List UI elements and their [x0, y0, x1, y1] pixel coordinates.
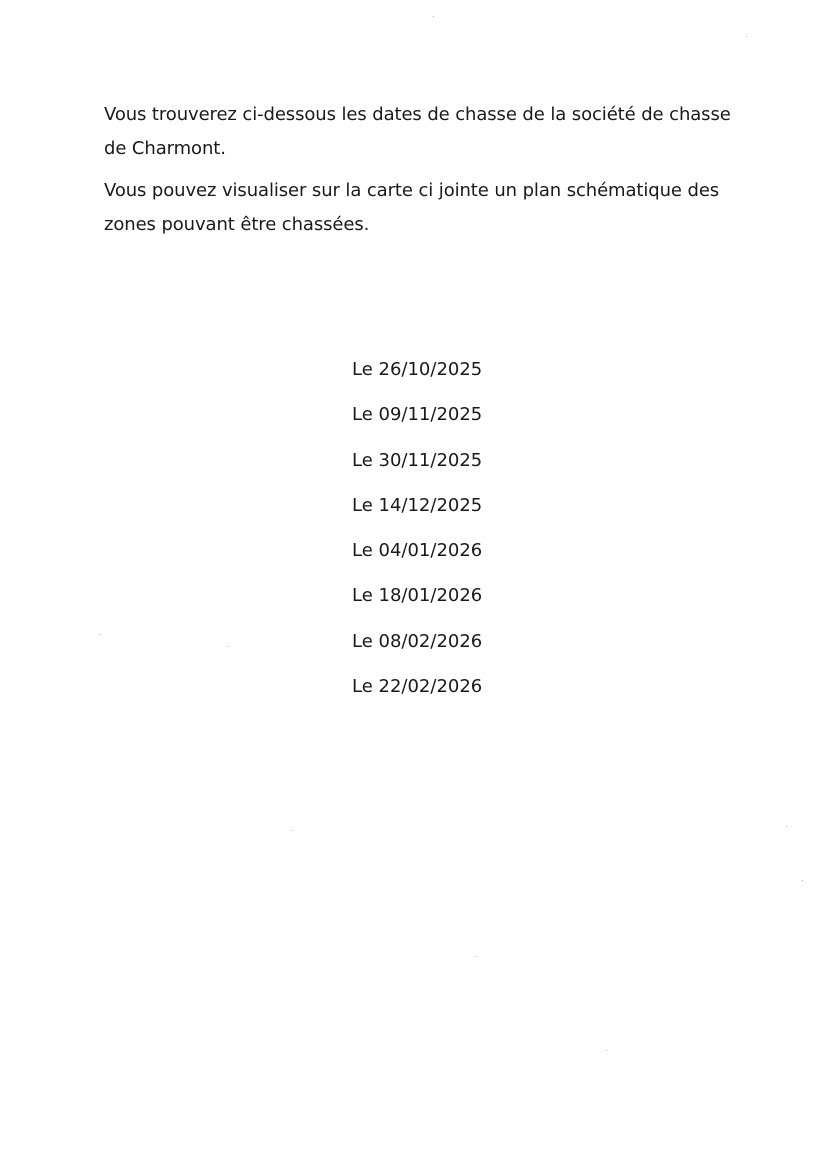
hunting-dates-list	[352, 359, 552, 721]
hunting-date: Le 18/01/2026	[352, 585, 483, 607]
scan-speck	[746, 36, 747, 37]
scan-speck	[292, 830, 293, 831]
hunting-date: Le 04/01/2026	[352, 540, 483, 562]
hunting-date: Le 09/11/2025	[352, 404, 483, 426]
scan-speck	[802, 880, 803, 881]
scan-speck	[100, 634, 101, 635]
hunting-date: Le 08/02/2026	[352, 630, 483, 652]
hunting-date: Le 26/10/2025	[352, 359, 483, 380]
scan-speck	[228, 646, 229, 647]
hunting-date: Le 14/12/2025	[352, 494, 483, 516]
scan-speck	[476, 956, 477, 957]
intro-text	[104, 98, 744, 250]
scan-speck	[433, 16, 434, 17]
hunting-date: Le 22/02/2026	[352, 676, 483, 698]
scan-speck	[786, 826, 787, 827]
intro-paragraph-map: Vous pouvez visualiser sur la carte ci jointe un plan schématique des zones pouvant être chassées.	[104, 180, 720, 235]
scan-speck	[606, 1050, 607, 1051]
hunting-date: Le 30/11/2025	[352, 449, 483, 471]
intro-paragraph-dates: Vous trouverez ci-dessous les dates de chasse de la société de chasse de Charmont.	[104, 104, 731, 159]
